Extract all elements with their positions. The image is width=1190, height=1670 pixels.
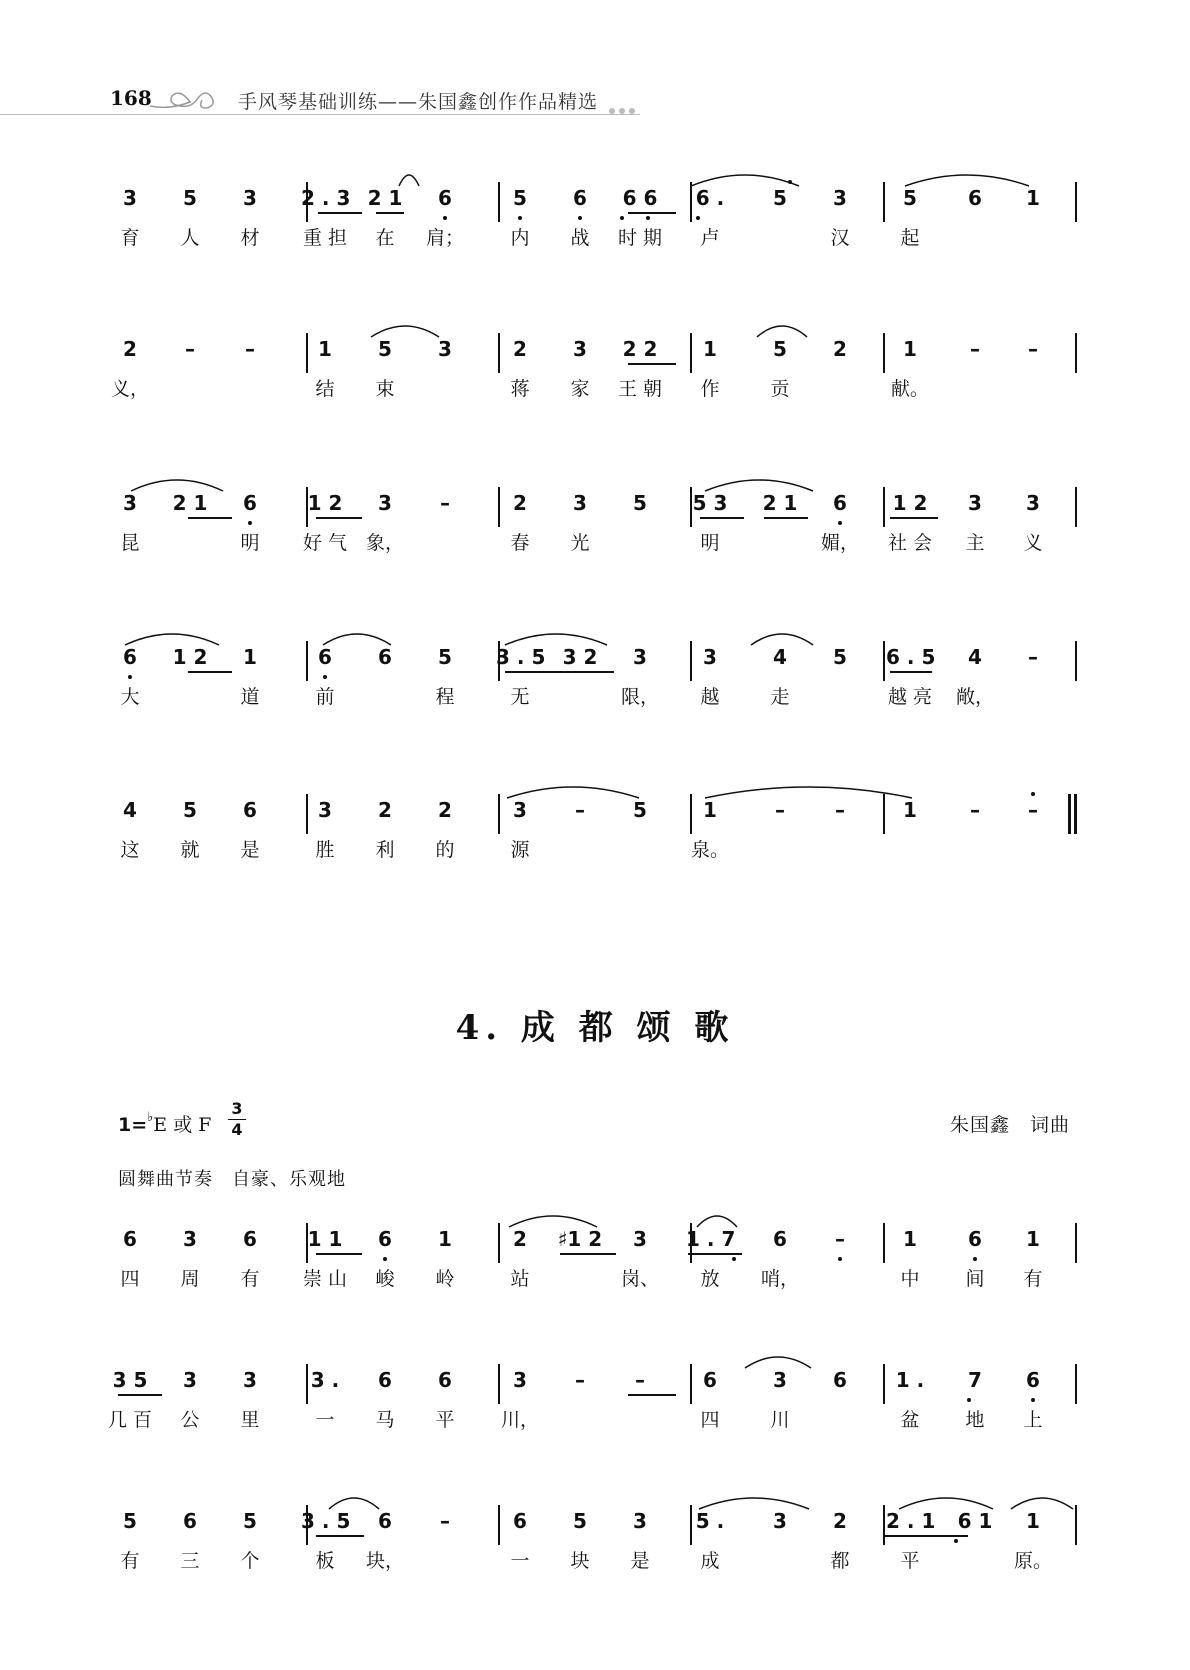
lyric: 敞， [955,686,994,708]
note: – [575,1368,585,1392]
octave-dot [128,675,132,679]
lyric: 昆 [120,532,140,554]
slur [696,1213,738,1229]
beam-underline [118,1394,162,1396]
beam-underline [570,671,614,673]
lyric: 三 [180,1550,200,1572]
lyric: 道 [240,686,260,708]
lyric: 育 [120,227,140,249]
note: – [245,337,255,361]
bar-line [883,1364,885,1404]
lyric: 平 [900,1550,920,1572]
bar-line [883,182,885,222]
key-signature [118,1110,211,1137]
lyric: 汉 [830,227,850,249]
lyric: 盆 [900,1409,920,1431]
beam-underline [316,517,362,519]
note: 2 [513,1227,527,1251]
note: 2 [123,337,137,361]
lyric: 的 [435,839,455,861]
lyric: 源 [510,839,530,861]
octave-dot [954,1539,958,1543]
note: 5 [773,186,787,210]
lyric: 有 [240,1268,260,1290]
lyric: 献。 [890,378,929,400]
note: 4 [123,798,137,822]
slur [698,1495,810,1511]
slur [370,323,440,339]
note: – [835,1227,845,1251]
note: 3 [183,1227,197,1251]
note: ♯1 2 [557,1227,603,1251]
lyric: 贡 [770,378,790,400]
note: 6 6 [622,186,658,210]
octave-dot [518,216,522,220]
note: 1 2 [172,645,208,669]
note: 1 [1026,186,1040,210]
note: 3 [513,798,527,822]
lyric: 作 [700,378,720,400]
beam-underline [316,1253,362,1255]
lyric: 板 [315,1550,335,1572]
bar-line [883,333,885,373]
note: 6 [243,1227,257,1251]
lyric: 四 [700,1409,720,1431]
page-number: 168 [110,86,152,110]
lyric: 卢 [700,227,720,249]
note: 6 . 5 [886,645,936,669]
lyric: 崇 山 [302,1268,348,1290]
lyric: 泉。 [690,839,729,861]
bar-line [1075,1505,1077,1545]
note: 6 1 [957,1509,993,1533]
time-bottom: 4 [231,1120,243,1139]
note: 3 [703,645,717,669]
lyric: 平 [435,1409,455,1431]
lyric: 义， [110,378,149,400]
slur [690,172,800,188]
lyric: 象， [365,532,404,554]
note: 1 [903,798,917,822]
note: 5 [573,1509,587,1533]
slur [504,631,608,647]
slur [704,784,913,800]
octave-dot [620,216,624,220]
note: 5 [833,645,847,669]
beam-underline [890,517,938,519]
slur [898,1495,994,1511]
note: – [970,337,980,361]
note: 3 [833,186,847,210]
lyric: 块 [570,1550,590,1572]
note: – [1028,337,1038,361]
slur [1010,1495,1074,1511]
slur [904,172,1030,188]
octave-dot [383,1257,387,1261]
octave-dot [1031,1398,1035,1402]
note: 6 [123,1227,137,1251]
note: 3 [633,645,647,669]
slur [704,477,814,493]
ornament-icon [150,84,230,116]
lyric: 有 [120,1550,140,1572]
lyric: 哨， [760,1268,799,1290]
note: – [440,491,450,515]
lyric: 中 [900,1268,920,1290]
beam-underline [188,671,232,673]
note: 1 . 7 [686,1227,736,1251]
note: 6 [183,1509,197,1533]
note: 1 2 [892,491,928,515]
lyric: 站 [510,1268,530,1290]
lyric: 春 [510,532,530,554]
lyric: 材 [240,227,260,249]
lyric: 一 [315,1409,335,1431]
lyric: 战 [570,227,590,249]
slur [328,1495,380,1511]
slur [744,1354,812,1370]
note: 6 [243,798,257,822]
lyric: 走 [770,686,790,708]
note: – [440,1509,450,1533]
lyric: 主 [965,532,985,554]
lyric: 岗、 [620,1268,659,1290]
lyric: 公 [180,1409,200,1431]
octave-dot [696,216,700,220]
octave-dot [646,216,650,220]
beam-underline [928,1535,968,1537]
time-signature [228,1100,246,1139]
lyric: 周 [180,1268,200,1290]
note: 6 [318,645,332,669]
beam-underline [505,671,574,673]
note: 3 [123,491,137,515]
bar-line [883,1223,885,1263]
beam-underline [560,1253,616,1255]
bar-line [883,487,885,527]
note: 3 [773,1509,787,1533]
lyric: 明 [240,532,260,554]
note: – [775,798,785,822]
lyric: 四 [120,1268,140,1290]
lyric: 社 会 [887,532,933,554]
beam-underline [764,517,808,519]
time-top: 3 [231,1099,243,1118]
lyric: 是 [630,1550,650,1572]
slur [750,631,814,647]
lyric: 重 担 [302,227,348,249]
note: 3 [773,1368,787,1392]
lyric: 里 [240,1409,260,1431]
note: 7 [968,1368,982,1392]
note: 6 [1026,1368,1040,1392]
note: 2 . 3 [301,186,351,210]
octave-dot [788,180,792,184]
note: 6 . [695,186,725,210]
note: 5 [633,491,647,515]
lyric: 岭 [435,1268,455,1290]
note: – [835,798,845,822]
note: 5 [903,186,917,210]
octave-dot [732,1257,736,1261]
lyric: 川， [500,1409,539,1431]
lyric: 家 [570,378,590,400]
note: 2 1 [172,491,208,515]
note: 6 [378,1509,392,1533]
header-rule [0,114,640,115]
note: – [575,798,585,822]
lyric: 束 [375,378,395,400]
note: 5 [123,1509,137,1533]
octave-dot [1031,792,1035,796]
lyric: 媚， [820,532,859,554]
note: 1 [243,645,257,669]
note: 5 [633,798,647,822]
octave-dot [323,675,327,679]
note: 3 [378,491,392,515]
beam-underline [700,517,744,519]
note: 2 [833,337,847,361]
bar-line [1075,641,1077,681]
lyric: 个 [240,1550,260,1572]
note: 3 [633,1227,647,1251]
note: 1 [703,798,717,822]
octave-dot [838,1257,842,1261]
note: 3 [318,798,332,822]
note: 2 2 [622,337,658,361]
lyric: 大 [120,686,140,708]
slur [506,784,640,800]
tempo-marking: 圆舞曲节奏 自豪、乐观地 [118,1169,346,1190]
bar-line [1075,182,1077,222]
note: 2 [438,798,452,822]
lyric: 义 [1023,532,1043,554]
note: – [635,1368,645,1392]
lyric: 越 亮 [887,686,933,708]
bar-line [1075,1364,1077,1404]
flat-icon: ♭ [147,1110,154,1125]
note: 3 [968,491,982,515]
lyric: 起 [900,227,920,249]
note: 3 [573,491,587,515]
beam-underline [628,363,676,365]
lyric: 块， [365,1550,404,1572]
note: 6 [243,491,257,515]
note: 3 [438,337,452,361]
note: 1 1 [307,1227,343,1251]
note: 6 [573,186,587,210]
lyric: 一 [510,1550,530,1572]
lyric: 成 [700,1550,720,1572]
beam-underline [318,212,362,214]
lyric: 越 [700,686,720,708]
note: 5 . [695,1509,725,1533]
lyric: 结 [315,378,335,400]
note: 6 [378,1227,392,1251]
composer-credit: 朱国鑫 词曲 [949,1114,1070,1136]
note: – [1028,645,1038,669]
note: 5 [438,645,452,669]
note: 6 [438,1368,452,1392]
note: 6 [378,1368,392,1392]
lyric: 人 [180,227,200,249]
bar-line [883,794,885,834]
beam-underline [688,1253,742,1255]
lyric: 马 [375,1409,395,1431]
beam-underline [884,1535,930,1537]
final-bar-line [1068,794,1071,834]
lyric: 川 [770,1409,790,1431]
book-title: 手风琴基础训练——朱国鑫创作作品精选 [238,91,599,113]
bar-line [883,641,885,681]
key-suffix: E 或 F [153,1114,212,1136]
slur [130,477,224,493]
bar-line [1075,487,1077,527]
note: 6 [513,1509,527,1533]
lyric: 上 [1023,1409,1043,1431]
note: 6 [703,1368,717,1392]
lyric: 前 [315,686,335,708]
note: 1 [438,1227,452,1251]
lyric: 蒋 [510,378,530,400]
lyric: 就 [180,839,200,861]
note: 3 [243,186,257,210]
note: 3 2 [562,645,598,669]
beam-underline [628,212,676,214]
octave-dot [578,216,582,220]
lyric: 这 [120,839,140,861]
lyric: 在 [375,227,395,249]
song-title: 4. 成 都 颂 歌 [455,1008,735,1048]
slur [398,172,420,188]
note: 6 [378,645,392,669]
lyric: 时 期 [617,227,663,249]
dots-icon [608,106,638,116]
lyric: 地 [965,1409,985,1431]
beam-underline [188,517,232,519]
lyric: 光 [570,532,590,554]
note: 2 1 [367,186,403,210]
slur [756,323,808,339]
note: 5 [773,337,787,361]
lyric: 利 [375,839,395,861]
slur [508,1213,598,1229]
note: 3 [633,1509,647,1533]
bar-line [1075,1223,1077,1263]
note: – [970,798,980,822]
lyric: 内 [510,227,530,249]
beam-underline [628,1394,676,1396]
slur [124,631,220,647]
note: 1 2 [307,491,343,515]
note: 4 [773,645,787,669]
octave-dot [248,521,252,525]
slur [322,631,392,647]
note: 1 . [895,1368,925,1392]
note: 6 [833,1368,847,1392]
octave-dot [973,1257,977,1261]
note: 6 [773,1227,787,1251]
note: 3 . [310,1368,340,1392]
note: 6 [438,186,452,210]
note: 3 [183,1368,197,1392]
note: 3 [573,337,587,361]
note: 3 [243,1368,257,1392]
lyric: 程 [435,686,455,708]
final-bar-line [1074,794,1077,834]
note: 2 [833,1509,847,1533]
note: 3 [513,1368,527,1392]
bar-line [1075,333,1077,373]
note: 6 [833,491,847,515]
note: 5 [513,186,527,210]
note: 2 [378,798,392,822]
note: 1 [703,337,717,361]
note: 5 [183,186,197,210]
note: 6 [123,645,137,669]
note: 3 5 [112,1368,148,1392]
note: 5 3 [692,491,728,515]
note: 5 [378,337,392,361]
note: – [1028,798,1038,822]
octave-dot [838,521,842,525]
bar-line [883,1505,885,1545]
lyric: 好 气 [302,532,348,554]
lyric: 明 [700,532,720,554]
octave-dot [967,1398,971,1402]
note: 3 [1026,491,1040,515]
octave-dot [443,216,447,220]
note: 1 [1026,1509,1040,1533]
note: 2 [513,337,527,361]
lyric: 限， [620,686,659,708]
note: 4 [968,645,982,669]
lyric: 都 [830,1550,850,1572]
lyric: 王 朝 [617,378,663,400]
lyric: 胜 [315,839,335,861]
note: 3 [123,186,137,210]
note: 1 [1026,1227,1040,1251]
note: 6 [968,186,982,210]
beam-underline [376,212,404,214]
note: 5 [183,798,197,822]
note: 1 [318,337,332,361]
beam-underline [890,671,932,673]
lyric: 无 [510,686,530,708]
note: 2 1 [762,491,798,515]
lyric: 峻 [375,1268,395,1290]
lyric: 有 [1023,1268,1043,1290]
lyric: 肩； [425,227,464,249]
note: 2 [513,491,527,515]
lyric: 放 [700,1268,720,1290]
lyric: 几 百 [107,1409,153,1431]
note: 3 . 5 [496,645,546,669]
lyric: 是 [240,839,260,861]
note: 6 [968,1227,982,1251]
note: 3 . 5 [301,1509,351,1533]
lyric: 间 [965,1268,985,1290]
lyric: 原。 [1013,1550,1052,1572]
note: 1 [903,337,917,361]
note: 1 [903,1227,917,1251]
beam-underline [316,1535,364,1537]
note: 5 [243,1509,257,1533]
key-prefix: 1= [118,1114,148,1136]
note: 2 . 1 [886,1509,936,1533]
note: – [185,337,195,361]
